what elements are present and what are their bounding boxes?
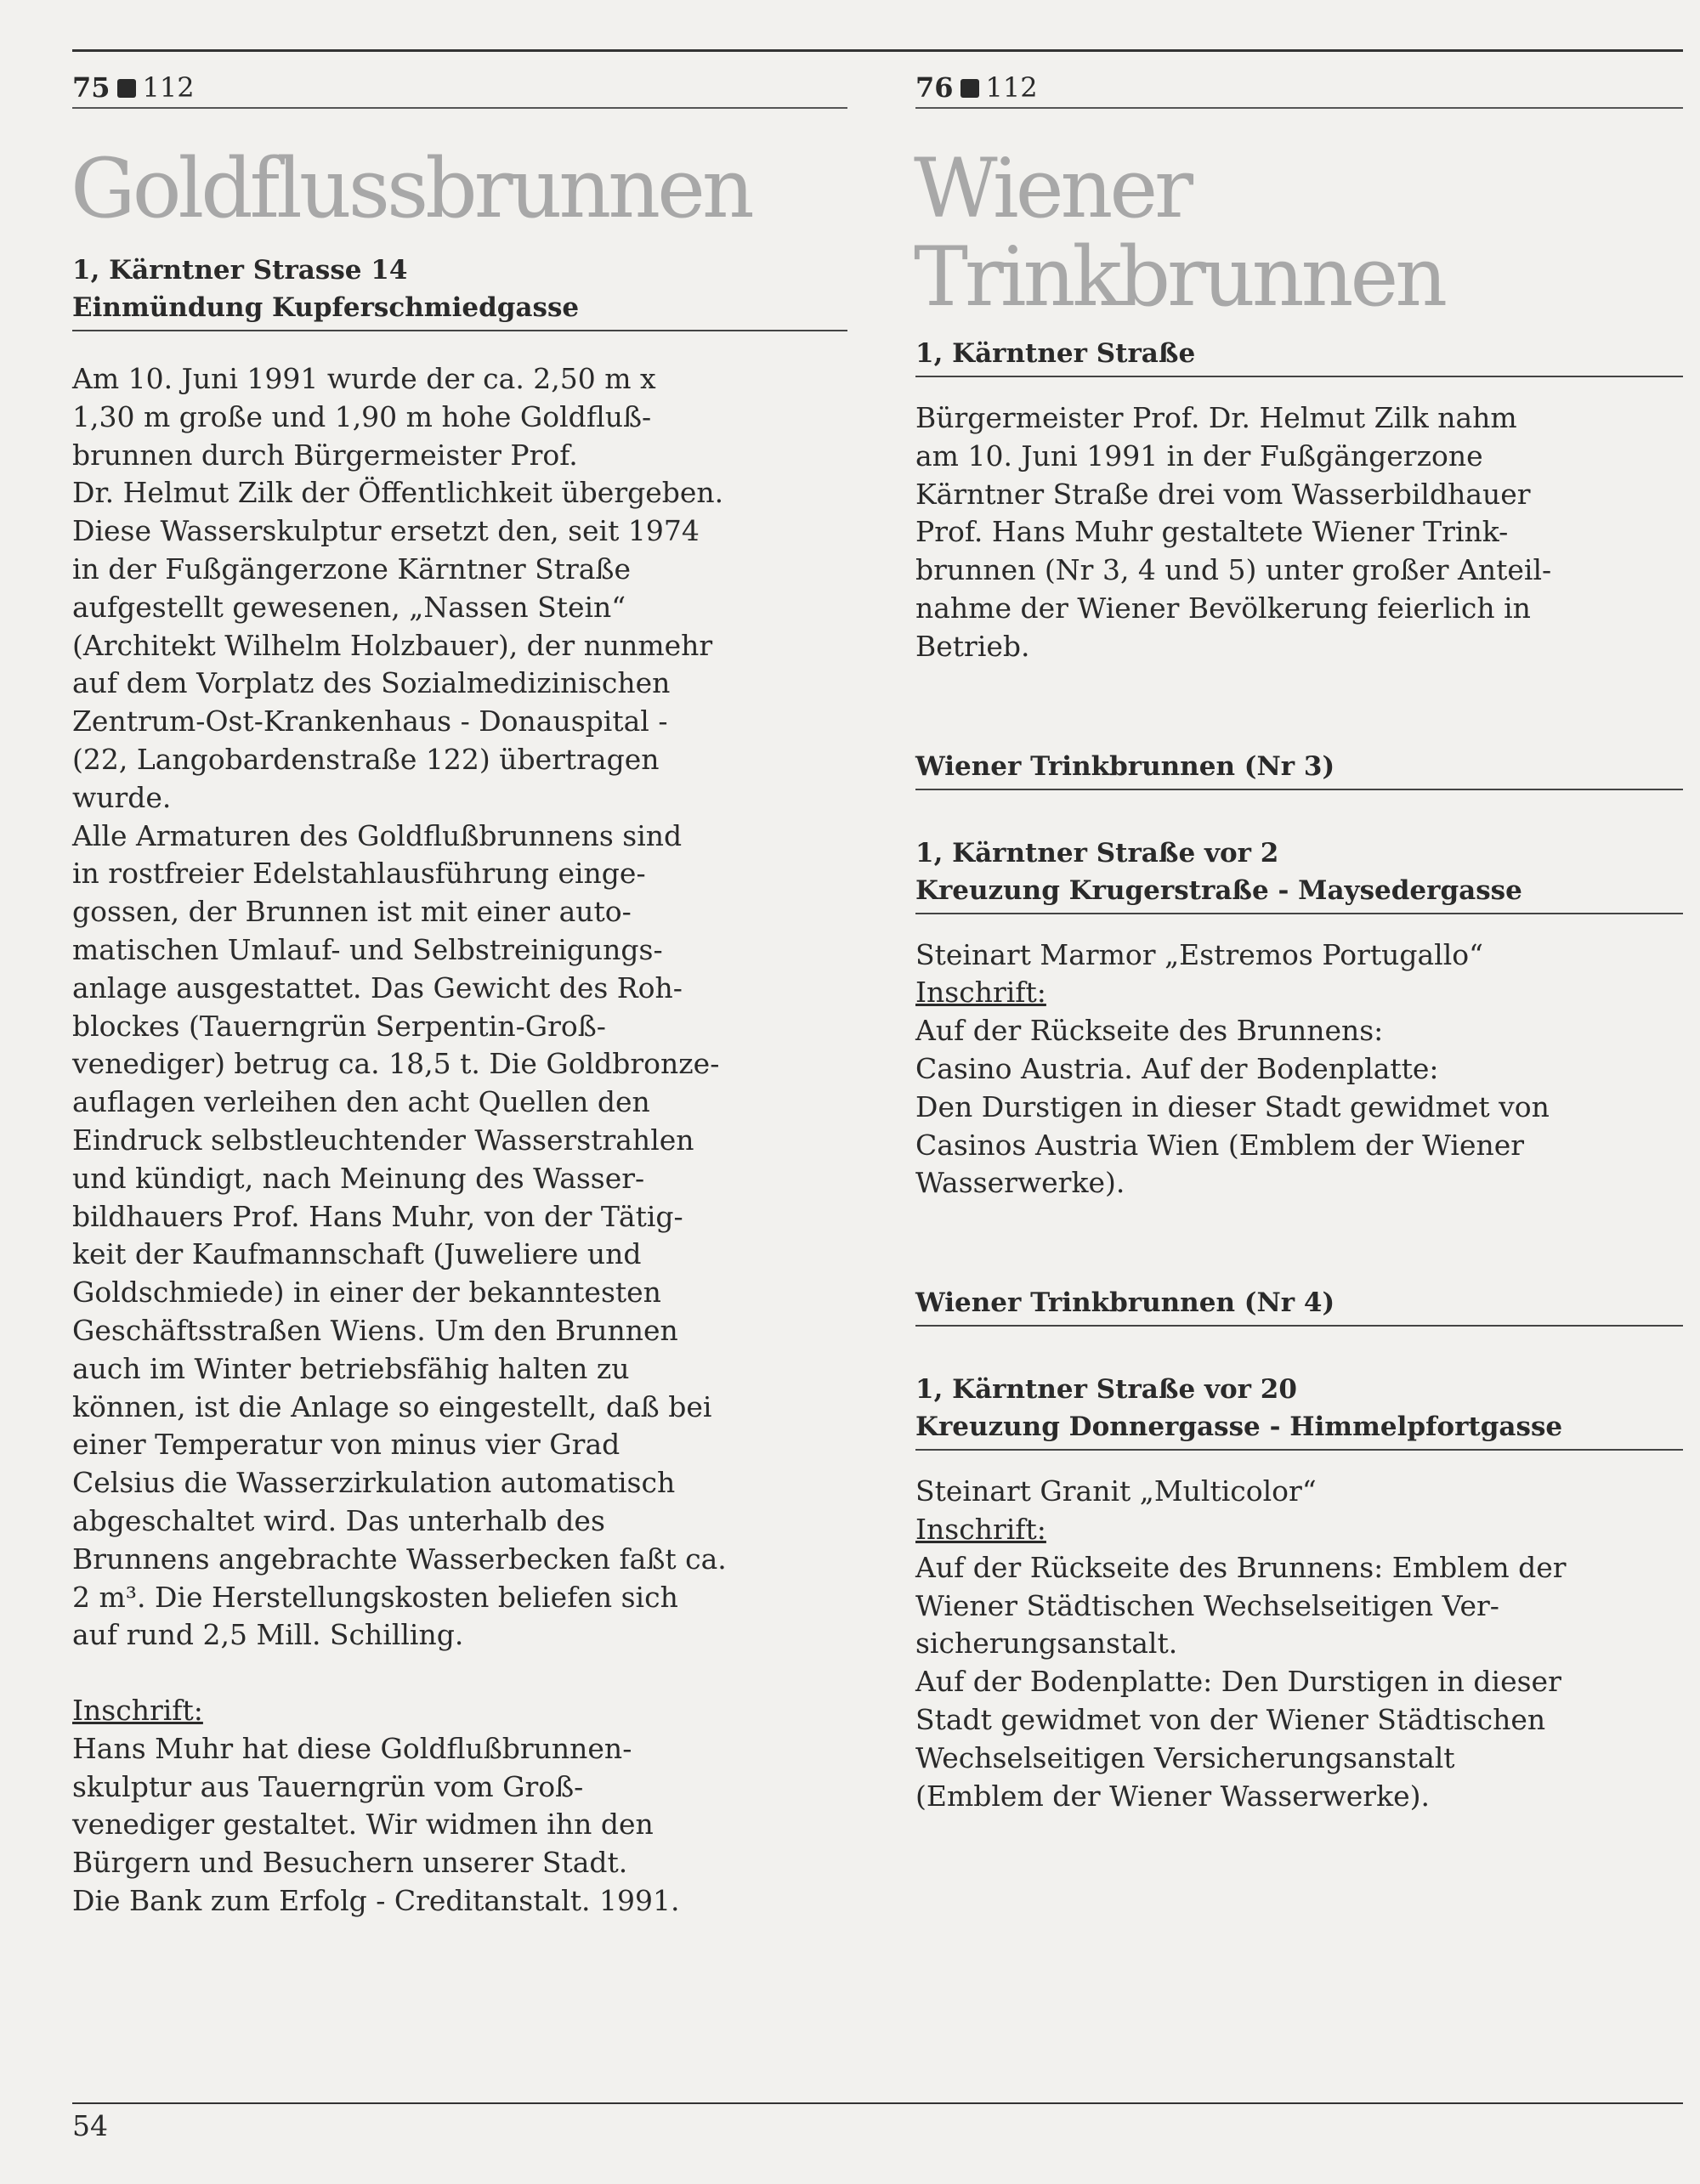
address-line: Einmündung Kupferschmiedgasse — [72, 292, 580, 323]
description-text: Am 10. Juni 1991 wurde der ca. 2,50 m x 1,30 m große und 1,90 m hohe Goldfluß- brunnen durch Bürgermeister Prof. Dr. Helmut Zilk der Öffentlichkeit übergeben. Diese Wasserskulptur ersetzt den, seit 1974 in der Fußgängerzone Kärntner Straße aufgestellt gewesenen, „Nassen Stein“ (Architekt Wilhelm Holzbauer), der nunmehr auf dem Vorplatz des Sozialmedizinischen Zentrum-Ost-Krankenhaus - Donauspital - (22, Langobardenstraße 122) übertragen wurde. Alle Armaturen des Goldflußbrunnens sind in rostfreier Edelstahlausführung einge- gossen, der Brunnen ist mit einer auto- matischen Umlauf- und Selbstreinigungs- anlage ausgestattet. Das Gewicht des Roh- blockes (Tauerngrün Serpentin-Groß- venediger) betrug ca. 18,5 t. Die Goldbronze- auflagen verleihen den acht Quellen den Eindruck selbstleuchtender Wasserstrahlen und kündigt, nach Meinung des Wasser- bildhauers Prof. Hans Muhr, von der Tätig- keit der Kaufmannschaft (Juweliere und Goldschmiede) in einer der bekanntesten Geschäftsstraßen Wiens. Um den Brunnen auch im Winter betriebsfähig halten zu können, ist die Anlage so eingestellt, daß bei einer Temperatur von minus vier Grad Celsius die Wasserzirkulation automatisch abgeschaltet wird. Das unterhalb des Brunnens angebrachte Wasserbecken faßt ca. 2 m³. Die Herstellungskosten beliefen sich auf rund 2,5 Mill. Schilling. — [72, 362, 727, 1652]
page-number: 54 — [72, 2109, 108, 2142]
inscription-text: Hans Muhr hat diese Goldflußbrunnen- skulptur aus Tauerngrün vom Groß- venediger gestaltet. Wir widmen ihn den Bürgern und Besuchern unserer Stadt. Die Bank zum Erfolg - Creditanstalt. 1991. — [72, 1731, 680, 1918]
header-rule — [72, 107, 847, 109]
address-line: 1, Kärntner Strasse 14 — [72, 255, 408, 286]
location-line: 1, Kärntner Straße vor 20 — [915, 1374, 1297, 1406]
location-rule — [915, 1449, 1683, 1451]
reference-number: 112 — [142, 71, 195, 104]
entry-75 — [72, 68, 847, 1921]
address-rule — [72, 330, 847, 331]
location-line: Kreuzung Donnergasse - Himmelpfortgasse — [915, 1412, 1563, 1443]
entry-header — [72, 68, 847, 107]
stone-type: Steinart Marmor „Estremos Portugallo“ — [915, 937, 1484, 971]
stone-type: Steinart Granit „Multicolor“ — [915, 1474, 1317, 1508]
entry-title-line-2: Trinkbrunnen — [914, 229, 1445, 325]
top-rule — [72, 49, 1683, 52]
entry-title-line-1: Wiener — [914, 141, 1191, 236]
location-line: 1, Kärntner Straße vor 2 — [915, 837, 1279, 869]
entry-header — [915, 68, 1683, 107]
address-line: 1, Kärntner Straße — [915, 338, 1196, 369]
location-block — [915, 835, 1683, 909]
bottom-rule — [72, 2102, 1683, 2104]
intro-text: Bürgermeister Prof. Dr. Helmut Zilk nahm am 10. Juni 1991 in der Fußgängerzone Kärntner Straße drei vom Wasserbildhauer Prof. Hans Muhr gestaltete Wiener Trink- brunnen (Nr 3, 4 und 5) unter großer Anteil- nahme der Wiener Bevölkerung feierlich in Betrieb. — [915, 401, 1552, 663]
section-rule — [915, 789, 1683, 790]
entry-76 — [915, 68, 1683, 1815]
inscription-label: Inschrift: — [915, 976, 1046, 1010]
section-rule — [915, 1325, 1683, 1327]
location-line: Kreuzung Krugerstraße - Maysedergasse — [915, 874, 1522, 906]
fountain-heading: Wiener Trinkbrunnen (Nr 3) — [915, 750, 1335, 782]
entry-number: 76 — [915, 71, 954, 104]
checkbox-icon — [960, 79, 979, 98]
entry-title: Goldflussbrunnen — [71, 141, 751, 236]
inscription-text: Auf der Rückseite des Brunnens: Casino Austria. Auf der Bodenplatte: Den Durstigen in dieser Stadt gewidmet von Casinos Austria Wien (Emblem der Wiener Wasserwerke). — [915, 1014, 1550, 1200]
location-rule — [915, 913, 1683, 914]
fountain-heading: Wiener Trinkbrunnen (Nr 4) — [915, 1287, 1335, 1319]
inscription-label: Inschrift: — [72, 1694, 203, 1728]
checkbox-icon — [117, 79, 136, 98]
location-block — [915, 1371, 1683, 1446]
address-rule — [915, 376, 1683, 377]
inscription-label: Inschrift: — [915, 1512, 1046, 1546]
reference-number: 112 — [985, 71, 1038, 104]
header-rule — [915, 107, 1683, 109]
fountain-section — [915, 748, 1683, 1203]
address-block — [72, 252, 847, 326]
inscription-text: Auf der Rückseite des Brunnens: Emblem der Wiener Städtischen Wechselseitigen Ver- sicherungsanstalt. Auf der Bodenplatte: Den Durstigen in dieser Stadt gewidmet von der Wiener Städtischen Wechselseitigen Versicherungsanstalt (Emblem der Wiener Wasserwerke). — [915, 1550, 1567, 1813]
fountain-section — [915, 1284, 1683, 1815]
entry-number: 75 — [72, 71, 110, 104]
